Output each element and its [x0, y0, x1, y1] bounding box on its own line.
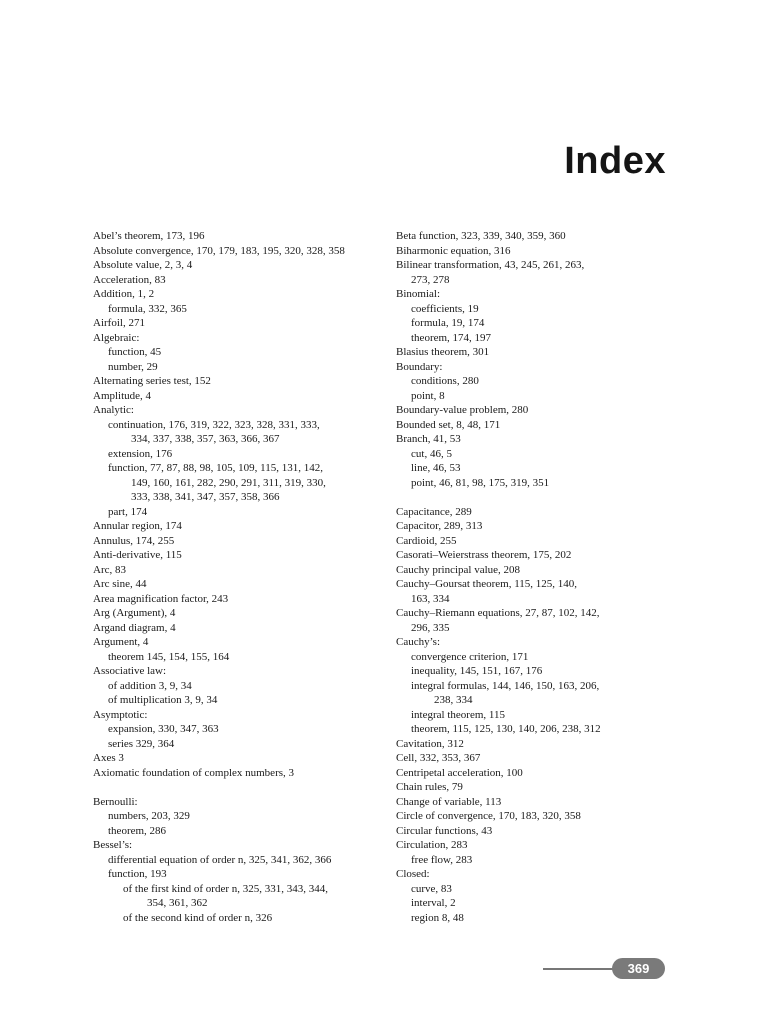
index-subentry: theorem 145, 154, 155, 164 — [108, 650, 230, 663]
index-entry: Boundary-value problem, 280 — [396, 404, 529, 416]
page-number: 369 — [612, 958, 665, 979]
index-subentry: theorem, 115, 125, 130, 140, 206, 238, 312 — [411, 723, 601, 735]
index-subentry: integral formulas, 144, 146, 150, 163, 206, — [411, 679, 600, 692]
index-subentry: curve, 83 — [411, 882, 452, 895]
index-entry: Alternating series test, 152 — [93, 375, 211, 387]
index-entry: Anti-derivative, 115 — [93, 549, 182, 561]
index-gap — [396, 490, 686, 505]
index-subentry: expansion, 330, 347, 363 — [108, 723, 219, 735]
index-subentry: numbers, 203, 329 — [108, 810, 190, 822]
index-subentry: differential equation of order n, 325, 341, 362, 366 — [108, 853, 332, 866]
index-entry: Abel’s theorem, 173, 196 — [93, 230, 205, 242]
index-subentry: function, 77, 87, 88, 98, 105, 109, 115, 131, 142, — [108, 462, 323, 474]
index-subentry: 149, 160, 161, 282, 290, 291, 311, 319, 330, — [131, 476, 326, 489]
index-entry: Chain rules, 79 — [396, 781, 463, 793]
index-subentry: of multiplication 3, 9, 34 — [108, 694, 218, 706]
index-entry: Axiomatic foundation of complex numbers, 3 — [93, 766, 295, 779]
index-subentry: of the second kind of order n, 326 — [123, 911, 273, 924]
index-subentry: 163, 334 — [411, 592, 450, 605]
index-subentry: integral theorem, 115 — [411, 708, 505, 721]
index-entry: Amplitude, 4 — [93, 389, 152, 402]
index-subentry: theorem, 174, 197 — [411, 331, 492, 344]
index-entry: Cell, 332, 353, 367 — [396, 752, 481, 764]
index-subentry: function, 45 — [108, 346, 162, 358]
index-entry: Capacitor, 289, 313 — [396, 520, 483, 532]
index-entry: Biharmonic equation, 316 — [396, 244, 511, 257]
index-entry: Bounded set, 8, 48, 171 — [396, 418, 501, 431]
index-entry: Annular region, 174 — [93, 520, 182, 532]
index-subentry: 333, 338, 341, 347, 357, 358, 366 — [131, 491, 280, 503]
index-entry: Axes 3 — [93, 752, 124, 764]
index-subentry: continuation, 176, 319, 322, 323, 328, 331, 333, — [108, 418, 320, 431]
index-entry: Blasius theorem, 301 — [396, 346, 490, 358]
index-subentry: 354, 361, 362 — [147, 897, 208, 909]
index-entry: Argument, 4 — [93, 636, 149, 648]
index-column-right — [396, 229, 686, 925]
index-entry: Casorati–Weierstrass theorem, 175, 202 — [396, 549, 572, 561]
index-entry: Bernoulli: — [93, 795, 138, 808]
index-entry: Arg (Argument), 4 — [93, 607, 176, 619]
index-entry: Cauchy–Riemann equations, 27, 87, 102, 142, — [396, 607, 600, 619]
index-subentry: convergence criterion, 171 — [411, 650, 529, 663]
index-entry: Cauchy principal value, 208 — [396, 563, 521, 576]
index-entry: Absolute convergence, 170, 179, 183, 195, 320, 328, 358 — [93, 244, 345, 257]
index-entry: Circular functions, 43 — [396, 824, 493, 837]
index-entry: Asymptotic: — [93, 708, 148, 721]
index-entry: Absolute value, 2, 3, 4 — [93, 259, 193, 271]
index-subentry: number, 29 — [108, 360, 158, 373]
index-subentry: extension, 176 — [108, 447, 173, 460]
index-subentry: theorem, 286 — [108, 824, 167, 837]
index-subentry: series 329, 364 — [108, 737, 175, 750]
index-subentry: 334, 337, 338, 357, 363, 366, 367 — [131, 433, 280, 445]
index-entry: Binomial: — [396, 288, 440, 300]
index-entry: Capacitance, 289 — [396, 505, 472, 518]
index-entry: Addition, 1, 2 — [93, 288, 155, 300]
index-entry: Branch, 41, 53 — [396, 433, 461, 445]
index-entry: Closed: — [396, 868, 430, 880]
index-subentry: formula, 332, 365 — [108, 302, 187, 315]
index-entry: Annulus, 174, 255 — [93, 534, 175, 547]
index-entry: Circle of convergence, 170, 183, 320, 358 — [396, 810, 581, 822]
index-entry: Beta function, 323, 339, 340, 359, 360 — [396, 230, 566, 242]
index-subentry: cut, 46, 5 — [411, 447, 452, 460]
index-subentry: 238, 334 — [434, 694, 473, 706]
index-entry: Arc, 83 — [93, 563, 126, 576]
index-entry: Argand diagram, 4 — [93, 621, 176, 634]
index-entry: Change of variable, 113 — [396, 795, 502, 808]
index-subentry: of addition 3, 9, 34 — [108, 679, 192, 692]
index-entry: Analytic: — [93, 404, 134, 416]
index-subentry: interval, 2 — [411, 897, 456, 909]
index-entry: Boundary: — [396, 360, 443, 373]
index-subentry: conditions, 280 — [411, 375, 479, 387]
index-entry: Airfoil, 271 — [93, 317, 145, 329]
footer-rule — [543, 968, 623, 970]
index-entry: Acceleration, 83 — [93, 273, 166, 286]
index-subentry: of the first kind of order n, 325, 331, 343, 344, — [123, 882, 328, 895]
index-entry: Circulation, 283 — [396, 839, 468, 851]
index-gap — [93, 780, 383, 795]
index-entry: Cavitation, 312 — [396, 737, 464, 750]
index-subentry: coefficients, 19 — [411, 302, 479, 315]
index-subentry: region 8, 48 — [411, 911, 464, 924]
index-entry: Bilinear transformation, 43, 245, 261, 263, — [396, 259, 585, 271]
index-entry: Algebraic: — [93, 331, 140, 344]
index-entry: Associative law: — [93, 665, 167, 677]
index-subentry: free flow, 283 — [411, 853, 473, 866]
index-entry: Cauchy’s: — [396, 636, 440, 648]
index-subentry: point, 46, 81, 98, 175, 319, 351 — [411, 476, 550, 489]
index-entry: Cardioid, 255 — [396, 534, 457, 547]
index-entry: Bessel’s: — [93, 839, 133, 851]
index-subentry: function, 193 — [108, 868, 167, 880]
index-column-left — [93, 229, 383, 925]
index-subentry: point, 8 — [411, 389, 445, 402]
index-subentry: formula, 19, 174 — [411, 317, 485, 329]
index-subentry: 273, 278 — [411, 273, 450, 286]
index-subentry: line, 46, 53 — [411, 462, 461, 474]
page-title: Index — [564, 140, 666, 182]
index-subentry: inequality, 145, 151, 167, 176 — [411, 665, 543, 677]
index-subentry: 296, 335 — [411, 621, 450, 634]
index-entry: Area magnification factor, 243 — [93, 592, 229, 605]
index-entry: Arc sine, 44 — [93, 578, 147, 590]
index-entry: Cauchy–Goursat theorem, 115, 125, 140, — [396, 578, 578, 590]
index-subentry: part, 174 — [108, 505, 148, 518]
index-entry: Centripetal acceleration, 100 — [396, 766, 523, 779]
